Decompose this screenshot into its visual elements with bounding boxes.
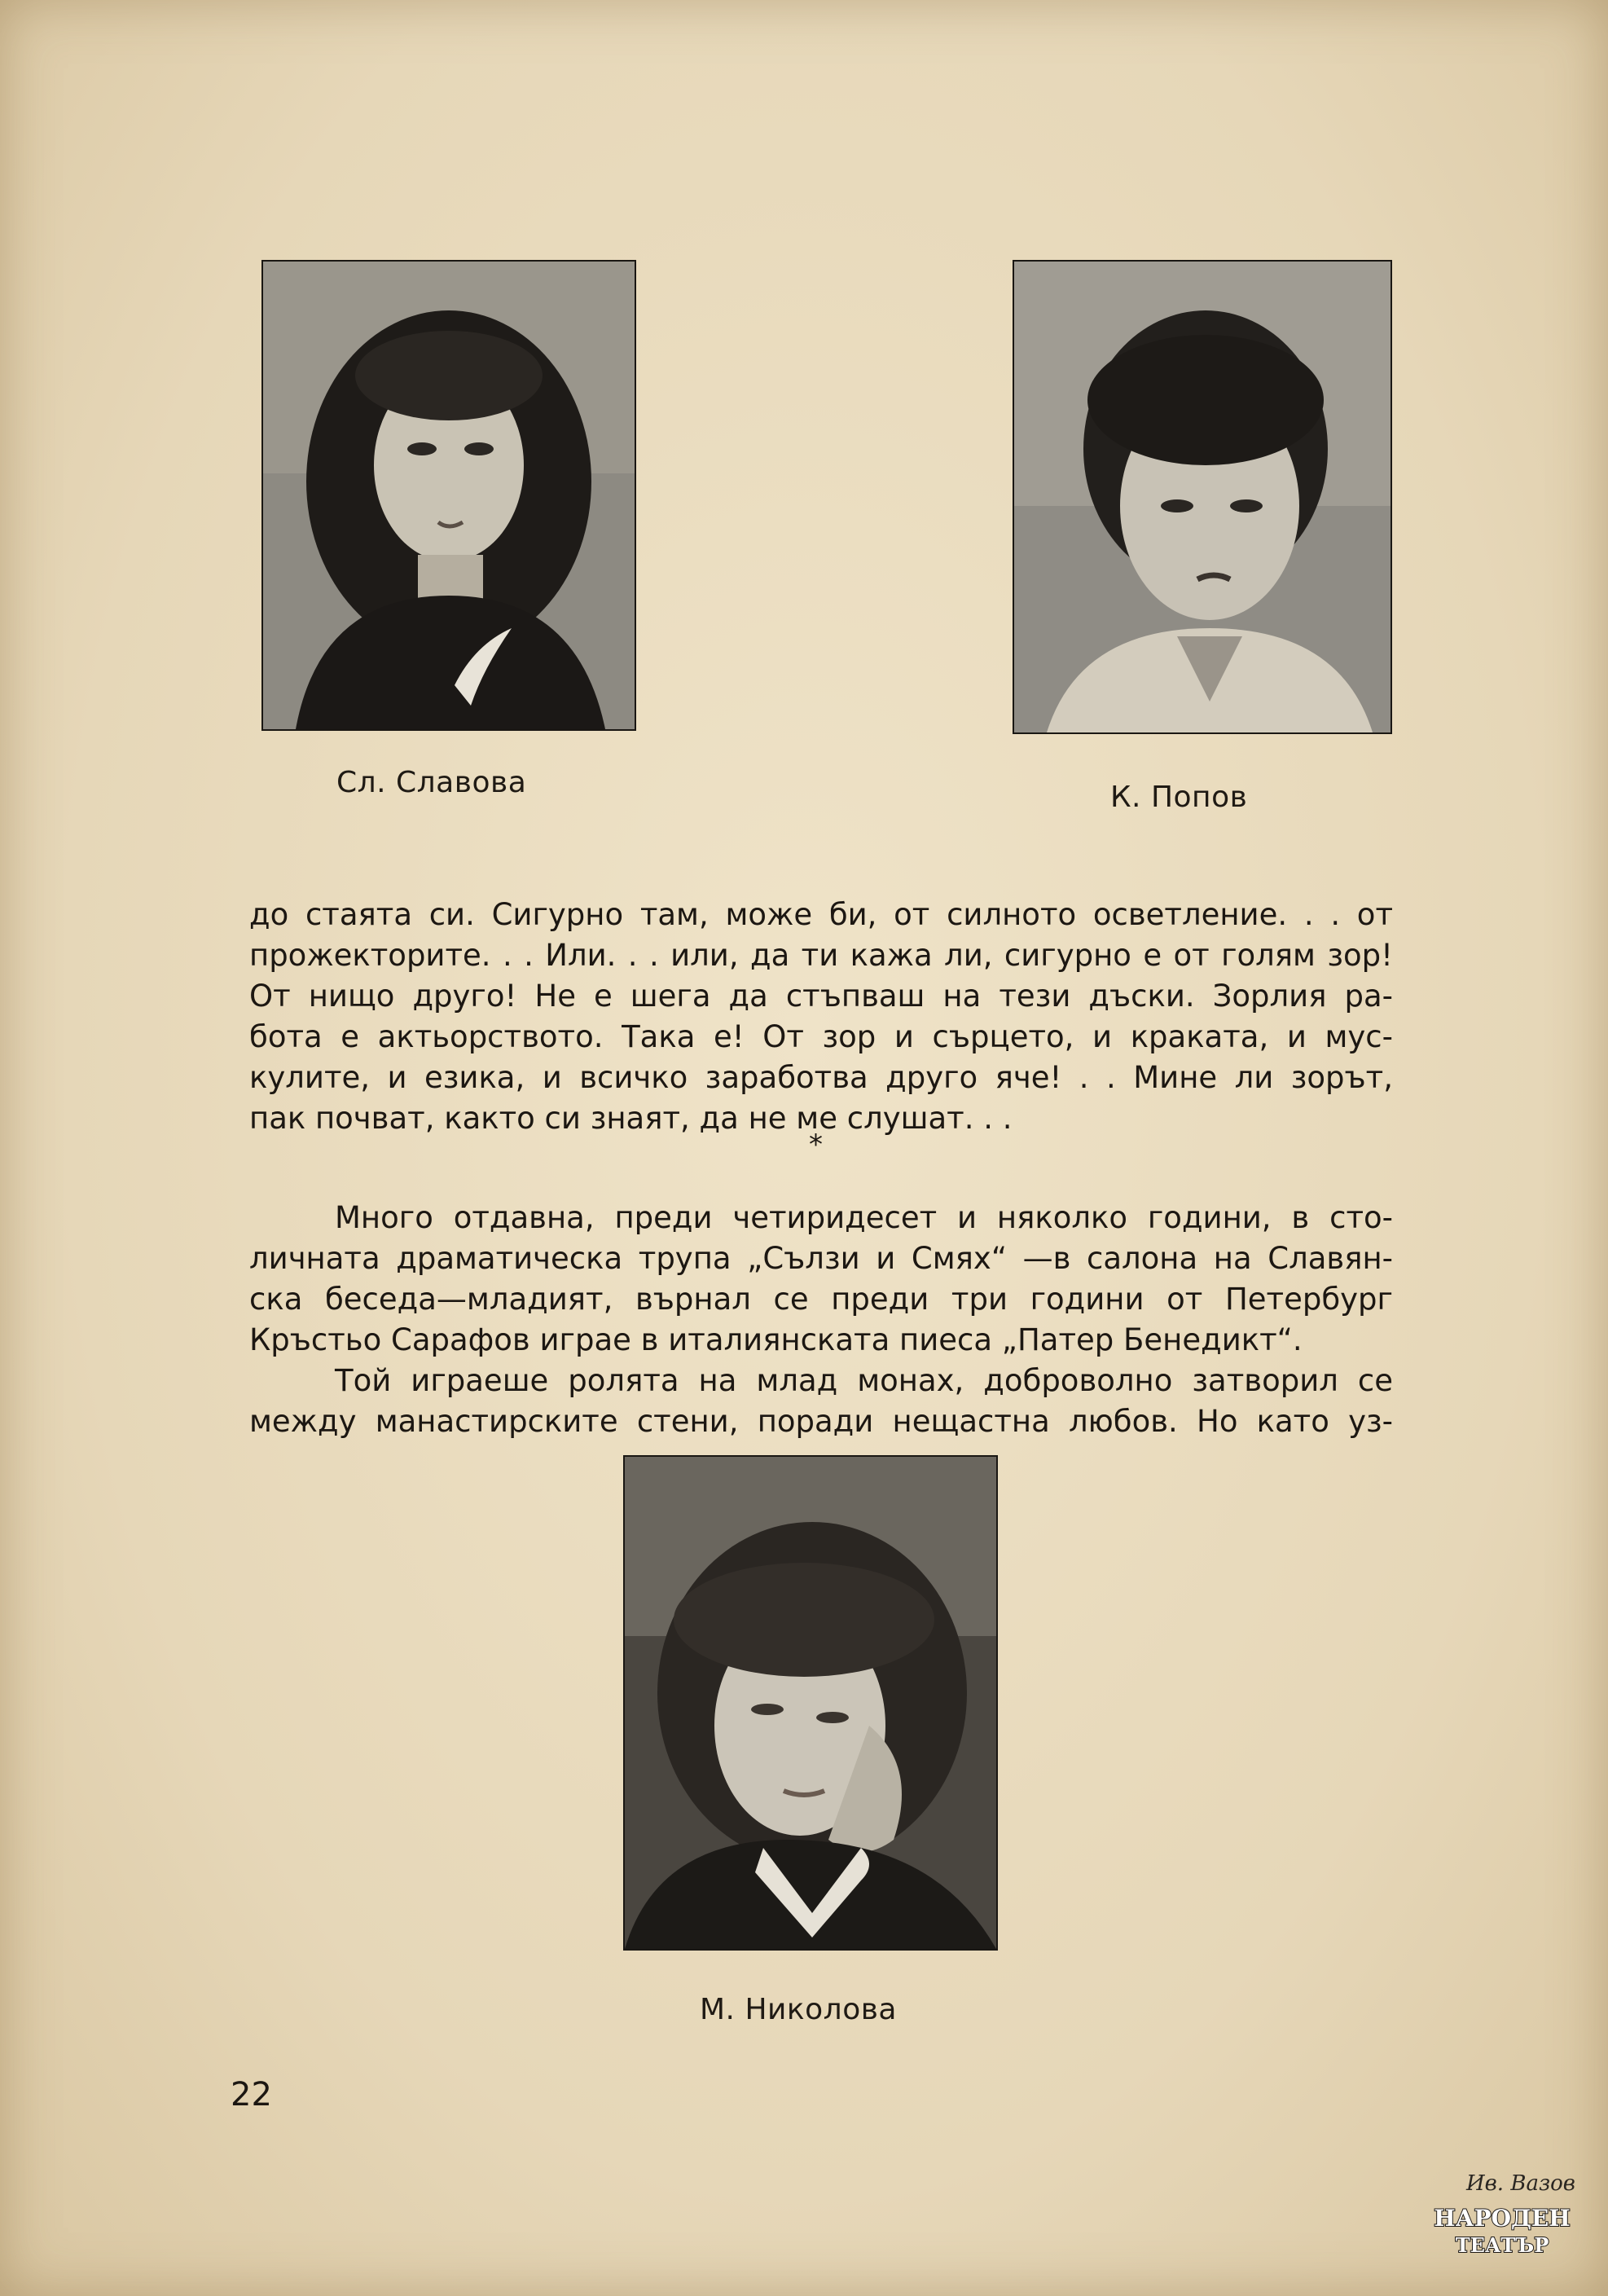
portrait-image-woman-1	[263, 262, 635, 729]
text-paragraph-2	[249, 1198, 1393, 1361]
caption-popov: К. Попов	[1110, 781, 1248, 814]
portrait-photo-slavova	[261, 260, 636, 731]
portrait-photo-popov	[1013, 260, 1392, 734]
page-number: 22	[231, 2076, 272, 2113]
text-line: пак почват, както си знаят, да не ме слушат. . .	[249, 1101, 1013, 1136]
text-line: Много отдавна, преди четиридесет и няколко години, в сто-	[335, 1200, 1393, 1235]
text-line: до стаята си. Сигурно там, може би, от силното осветление. . . от	[249, 897, 1393, 932]
text-line: Кръстьо Сарафов играе в италиянската пиеса „Патер Бенедикт“.	[249, 1322, 1303, 1357]
national-theatre-logo	[1430, 2159, 1575, 2265]
text-line: ска беседа—младият, върнал се преди три години от Петербург	[249, 1282, 1393, 1317]
text-line: бота е актьорството. Така е! От зор и сърцето, и краката, и мус-	[249, 1019, 1393, 1054]
caption-slavova: Сл. Славова	[336, 766, 527, 799]
text-line: личната драматическа трупа „Сълзи и Смях“ —в салона на Славян-	[249, 1241, 1393, 1276]
portrait-image-man	[1014, 262, 1391, 732]
logo-line-2: ТЕАТЪР	[1455, 2233, 1549, 2257]
text-line: Той играеше ролята на млад монах, доброволно затворил се	[335, 1363, 1393, 1398]
logo-line-1: НАРОДЕН	[1434, 2205, 1571, 2232]
text-line: кулите, и езика, и всичко заработва друго яче! . . Мине ли зорът,	[249, 1060, 1393, 1095]
portrait-image-woman-2	[625, 1457, 996, 1949]
portrait-photo-nikolova	[623, 1455, 998, 1951]
text-line: прожекторите. . . Или. . . или, да ти кажа ли, сигурно е от голям зор!	[249, 938, 1393, 973]
text-line: между манастирските стени, поради нещастна любов. Но като уз-	[249, 1404, 1393, 1439]
section-separator: *	[809, 1128, 823, 1161]
text-paragraph-1	[249, 895, 1393, 1139]
logo-signature: Ив. Вазов	[1466, 2171, 1575, 2196]
caption-nikolova: М. Николова	[700, 1993, 897, 2026]
text-line: От нищо друго! Не е шега да стъпваш на тези дъски. Зорлия ра-	[249, 979, 1393, 1014]
text-paragraph-3	[249, 1361, 1393, 1442]
